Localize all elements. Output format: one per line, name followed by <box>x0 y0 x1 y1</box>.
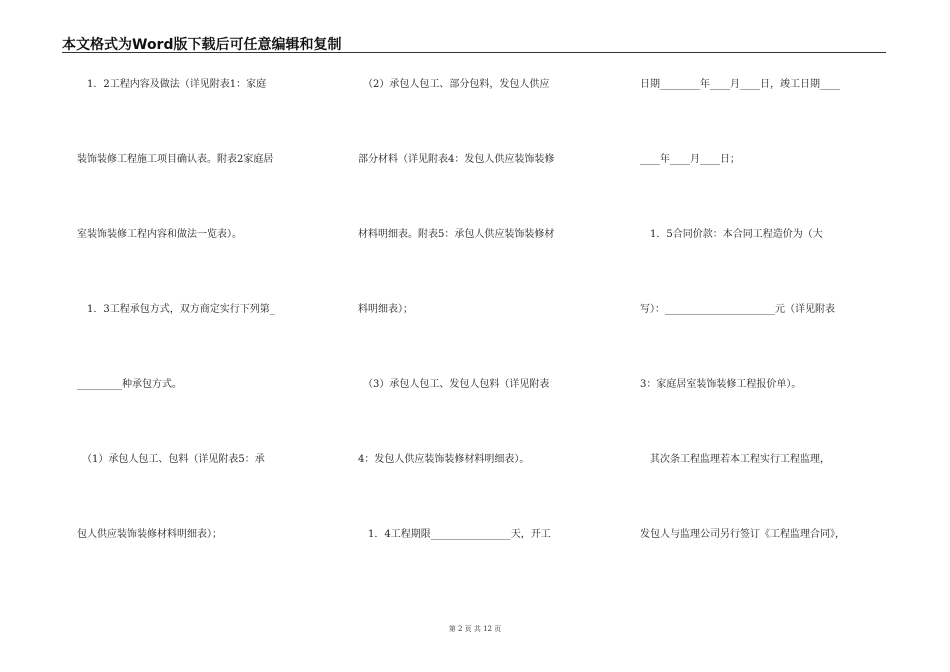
text-line: 写）：______________________元（详见附表 <box>640 304 835 315</box>
text-line: 其次条工程监理若本工程实行工程监理， <box>640 454 830 465</box>
text-line: 1．3工程承包方式，双方商定实行下列第_ <box>77 304 275 315</box>
text-line: 发包人与监理公司另行签订《工程监理合同》， <box>640 529 845 540</box>
text-line: 包人供应装饰装修材料明细表）； <box>77 529 222 540</box>
text-line: 室装饰装修工程内容和做法一览表）。 <box>77 229 242 240</box>
text-line: 料明细表）； <box>358 304 413 315</box>
text-line: 装饰装修工程施工项目确认表。附表2家庭居 <box>77 154 274 165</box>
header-rule <box>62 52 886 53</box>
text-line: （1）承包人包工、包料（详见附表5：承 <box>77 454 265 465</box>
text-line: 材料明细表。附表5：承包人供应装饰装修材 <box>358 229 555 240</box>
text-line: ____年____月____日； <box>640 154 740 165</box>
text-line: 4：发包人供应装饰装修材料明细表）。 <box>358 454 530 465</box>
page-number-footer: 第 2 页 共 12 页 <box>448 625 502 633</box>
text-line: _________种承包方式。 <box>77 379 182 390</box>
text-line: （2）承包人包工、部分包料，发包人供应 <box>358 79 550 90</box>
text-line: 1．5合同价款：本合同工程造价为（大 <box>640 229 823 240</box>
text-line: 部分材料（详见附表4：发包人供应装饰装修 <box>358 154 555 165</box>
text-line: 3：家庭居室装饰装修工程报价单）。 <box>640 379 802 390</box>
text-line: 1．2工程内容及做法（详见附表1：家庭 <box>77 79 267 90</box>
text-line: 日期________年____月____日，竣工日期____ <box>640 79 840 90</box>
document-header-title: 本文格式为Word版下载后可任意编辑和复制 <box>62 37 342 53</box>
text-line: 1．4工程期限________________天，开工 <box>358 529 551 540</box>
text-line: （3）承包人包工、发包人包料（详见附表 <box>358 379 550 390</box>
